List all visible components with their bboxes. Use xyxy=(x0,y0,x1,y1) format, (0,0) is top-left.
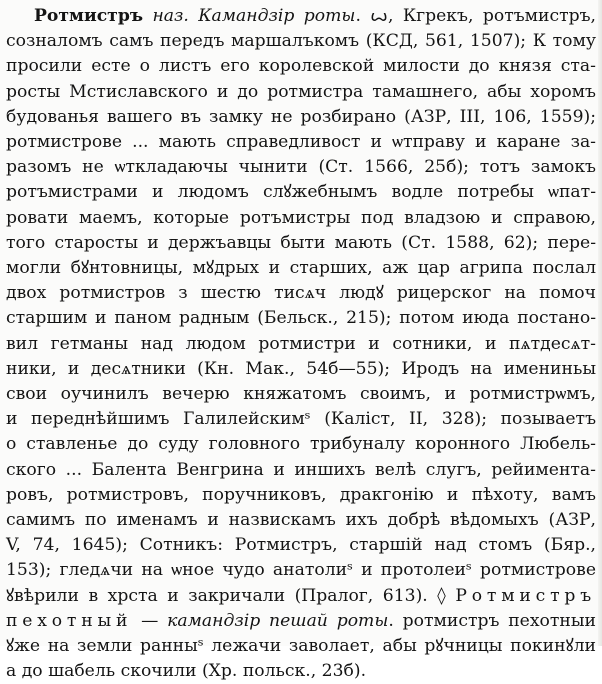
entry-line xyxy=(6,609,596,634)
entry-line xyxy=(6,659,596,684)
entry-text: о ставленье до суду головного трибуналу коронного Любель- xyxy=(6,434,596,455)
entry-line xyxy=(6,4,596,29)
definition-text: наз. Камандзір роты xyxy=(143,6,356,26)
entry-line xyxy=(6,155,596,180)
entry-text: ротмистрове ... мають справедливост и ѡтправу и каране за- xyxy=(6,132,596,153)
entry-line xyxy=(6,508,596,533)
entry-text: ского ... Балента Венгрина и иншихъ велѣ слугъ, рейимента- xyxy=(6,459,596,480)
dictionary-entry xyxy=(6,4,596,684)
entry-text: того старосты и держъавцы быти мають (Ст. 1588, 62); пере- xyxy=(6,232,596,253)
entry-text: — xyxy=(132,610,168,631)
entry-line xyxy=(6,105,596,130)
headword: Ротмистръ xyxy=(34,6,144,26)
page-edge-shadow xyxy=(598,0,602,646)
entry-line xyxy=(6,332,596,357)
entry-line xyxy=(6,584,596,609)
spaced-subheadword: пехотный xyxy=(6,610,133,631)
entry-text: ротъмистрами и людомъ слꙋжебнымъ водле потребы ѡпат- xyxy=(6,182,596,203)
entry-line xyxy=(6,130,596,155)
entry-text: самимъ по именамъ и назвискамъ ихъ добрѣ вѣдомыхъ (АЗР, xyxy=(6,510,596,531)
definition-text: камандзір пешай роты xyxy=(167,610,389,631)
entry-text: ꙋже на земли ранныˢ лежачи заволает, абы рꙋчницы покинꙋли xyxy=(6,636,596,657)
entry-text: 153); гледѧчи на ѡное чудо анатолиˢ и протолеиˢ ротмистрове xyxy=(6,560,596,581)
entry-text: ники, и десѧтники (Кн. Мак., 54б—55); Иродъ на имениньы xyxy=(6,358,596,379)
entry-line xyxy=(6,54,596,79)
entry-text: просили есте о листъ его королевской милости до князя ста- xyxy=(6,56,596,77)
entry-line xyxy=(6,306,596,331)
entry-text: будованья вашего въ замку не розбирано (АЗР, III, 106, 1559); xyxy=(6,106,596,127)
entry-text: росты Мстиславского и до ротмистра тамашнего, абы хоромъ xyxy=(6,81,596,102)
entry-line xyxy=(6,231,596,256)
entry-text: . ротмистръ пехотныи xyxy=(388,610,596,631)
entry-text: разомъ не ѡткладаючы чынити (Ст. 1566, 25б); тотъ замокъ xyxy=(6,157,596,178)
entry-text: а до шабель скочили (Хр. польск., 23б). xyxy=(6,661,367,682)
entry-line xyxy=(6,533,596,558)
entry-line xyxy=(6,206,596,231)
entry-line xyxy=(6,558,596,583)
spaced-subheadword: Ротмистръ xyxy=(455,585,596,606)
entry-line xyxy=(6,281,596,306)
entry-line xyxy=(6,29,596,54)
entry-text: и переднѣйшимъ Галилейскимˢ (Каліст, II, 328); позываетъ xyxy=(6,409,596,430)
entry-line xyxy=(6,458,596,483)
entry-line xyxy=(6,180,596,205)
entry-text: вил гетманы над людом ротмистри и сотники, и пѧтдесѧт- xyxy=(6,333,596,354)
entry-line xyxy=(6,382,596,407)
entry-line xyxy=(6,357,596,382)
entry-text: созналомъ самъ передъ маршалъкомъ (КСД, 561, 1507); К тому xyxy=(6,31,596,52)
entry-text: свои оучинилъ вечерю княжатомъ своимъ, и ротмистрѡмъ, xyxy=(6,384,596,405)
entry-text: ровъ, ротмистровъ, поручниковъ, дракгонію и пѣхоту, вамъ xyxy=(6,484,596,505)
entry-text: старшим и паном радным (Бельск., 215); потом июда постано- xyxy=(6,308,596,329)
entry-text: ровати маемъ, которые ротъмистры под владзою и справою, xyxy=(6,207,596,228)
entry-line xyxy=(6,432,596,457)
entry-line xyxy=(6,634,596,659)
entry-line xyxy=(6,256,596,281)
entry-text: V, 74, 1645); Сотникъ: Ротмистръ, старшій над стомъ (Бяр., xyxy=(6,535,596,556)
entry-line xyxy=(6,483,596,508)
entry-text: ꙋвѣрили в хрста и закричали (Пралог, 613). ◊ xyxy=(6,585,456,606)
entry-line xyxy=(6,407,596,432)
entry-line xyxy=(6,80,596,105)
entry-text: . ꙍ, Кгрекъ, ротъмистръ, xyxy=(355,6,597,26)
entry-text: двох ротмистров з шестю тисѧч людꙋ рицерског на помоч xyxy=(6,283,596,304)
entry-text: могли бꙋнтовницы, мꙋдрых и старших, аж цар агрипа послал xyxy=(6,258,596,279)
